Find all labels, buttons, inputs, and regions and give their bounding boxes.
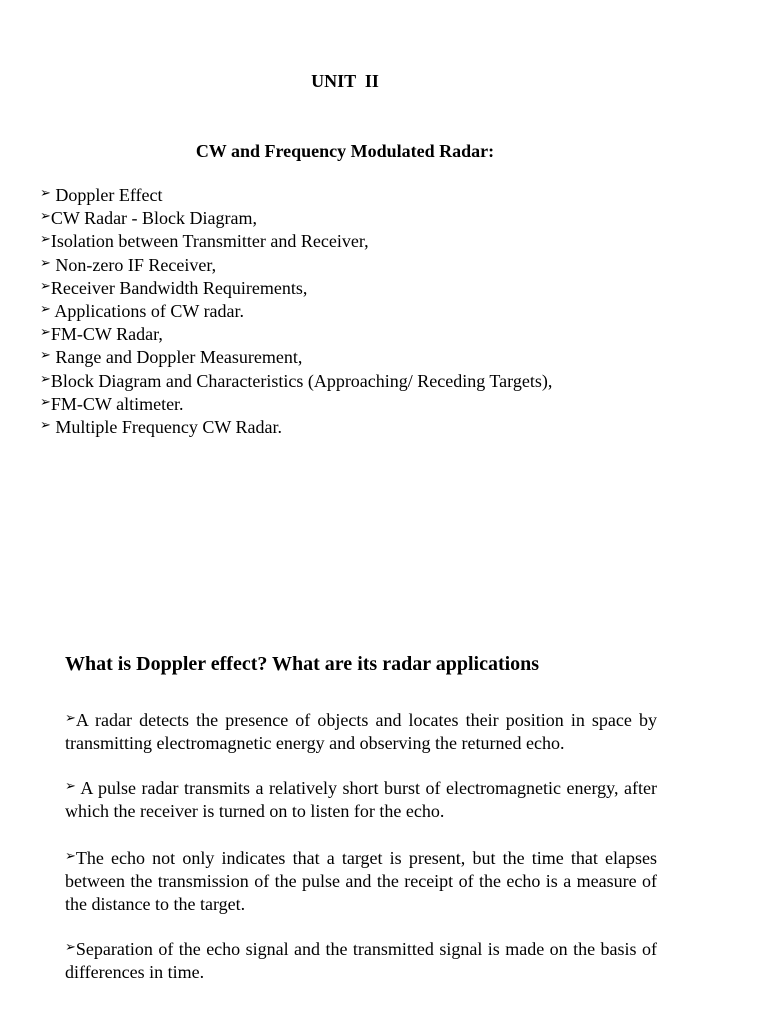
paragraph-text: A pulse radar transmits a relatively short burst of electromagnetic energy, after which the receiver is turned on to listen for the echo. xyxy=(65,778,657,821)
list-item xyxy=(40,184,552,207)
topic-text: Non-zero IF Receiver, xyxy=(50,254,217,275)
arrow-bullet-icon: ➢ xyxy=(65,779,76,794)
topic-list xyxy=(40,184,552,439)
topic-text: Multiple Frequency CW Radar. xyxy=(50,416,283,437)
arrow-bullet-icon: ➢ xyxy=(65,849,76,864)
paragraph xyxy=(65,847,657,916)
list-item xyxy=(40,277,552,300)
paragraph-text: A radar detects the presence of objects and locates their position in space by transmitting electromagnetic energy and observing the returned echo. xyxy=(65,710,657,753)
list-item xyxy=(40,254,552,277)
topic-text: Block Diagram and Characteristics (Approaching/ Receding Targets), xyxy=(50,370,553,391)
topic-text: FM-CW Radar, xyxy=(50,324,163,345)
arrow-bullet-icon: ➢ xyxy=(40,186,51,201)
paragraph-text: Separation of the echo signal and the transmitted signal is made on the basis of differences in time. xyxy=(65,939,657,982)
arrow-bullet-icon: ➢ xyxy=(40,325,51,341)
list-item xyxy=(40,416,552,439)
arrow-bullet-icon: ➢ xyxy=(65,940,76,955)
question-heading: What is Doppler effect? What are its radar applications xyxy=(65,653,540,675)
paragraph xyxy=(65,938,657,984)
arrow-bullet-icon: ➢ xyxy=(40,209,51,225)
list-item xyxy=(40,300,552,323)
arrow-bullet-icon: ➢ xyxy=(40,278,51,294)
arrow-bullet-icon: ➢ xyxy=(40,371,51,387)
paragraph xyxy=(65,709,657,755)
topic-text: Receiver Bandwidth Requirements, xyxy=(50,277,308,298)
arrow-bullet-icon: ➢ xyxy=(40,417,51,433)
paragraph-text: The echo not only indicates that a target is present, but the time that elapses between the transmission of the pulse and the receipt of the echo is a measure of the distance to the target. xyxy=(65,848,657,914)
list-item xyxy=(40,370,552,393)
list-item xyxy=(40,207,552,230)
topic-text: Doppler Effect xyxy=(50,185,163,205)
topic-text: FM-CW altimeter. xyxy=(50,393,184,414)
arrow-bullet-icon: ➢ xyxy=(40,255,51,271)
arrow-bullet-icon: ➢ xyxy=(65,711,76,726)
arrow-bullet-icon: ➢ xyxy=(40,232,51,248)
unit-title: UNIT II xyxy=(311,71,379,91)
topic-text: Applications of CW radar. xyxy=(50,300,245,321)
list-item xyxy=(40,346,552,369)
arrow-bullet-icon: ➢ xyxy=(40,394,51,410)
arrow-bullet-icon: ➢ xyxy=(40,301,51,317)
list-item xyxy=(40,393,552,416)
paragraph xyxy=(65,777,657,823)
section-title: CW and Frequency Modulated Radar: xyxy=(195,141,495,161)
topic-text: Range and Doppler Measurement, xyxy=(50,347,303,368)
topic-text: CW Radar - Block Diagram, xyxy=(50,208,258,229)
topic-text: Isolation between Transmitter and Receiver, xyxy=(50,231,369,252)
list-item xyxy=(40,230,552,253)
list-item xyxy=(40,323,552,346)
arrow-bullet-icon: ➢ xyxy=(40,348,51,364)
